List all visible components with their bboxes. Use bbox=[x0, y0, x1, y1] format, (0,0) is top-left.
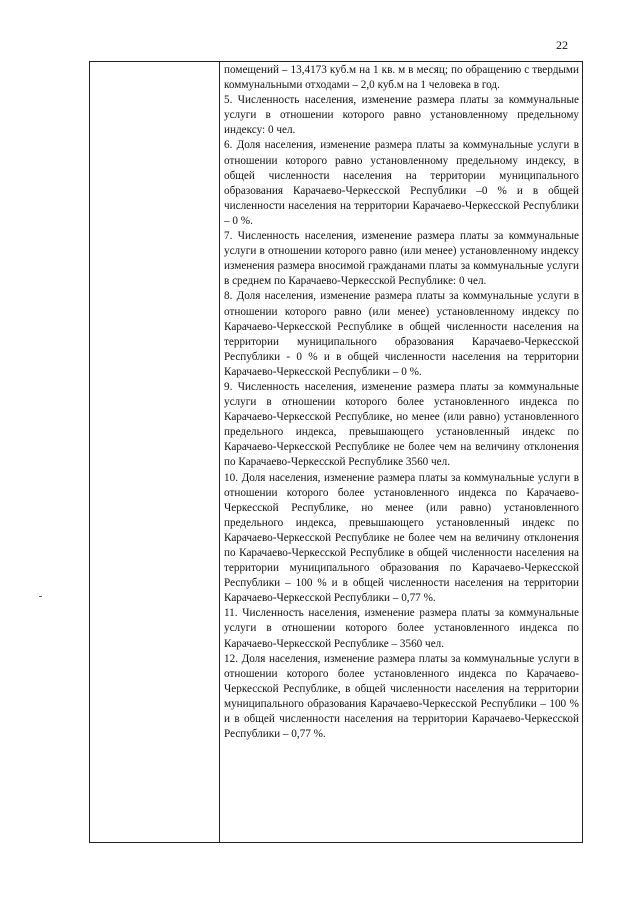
table-left-column bbox=[90, 62, 220, 842]
table-right-column bbox=[224, 63, 579, 742]
paragraph-item-5: 5. Численность населения, изменение размера платы за коммунальные услуги в отношении которого равно установленному предельному индексу: 0 чел. bbox=[224, 94, 579, 137]
paragraph-item-6: 6. Доля населения, изменение размера платы за коммунальные услуги в отношении которого равно установленному предельному индексу, в общей численности населения на территории муниципального образования Карачаево-Черкесской Республики –0 % и в общей численности населения на территории Карачаево-Черкесской Республики – 0 %. bbox=[224, 139, 579, 227]
paragraph-item-7: 7. Численность населения, изменение размера платы за коммунальные услуги в отношении которого равно (или менее) установленному индексу изменения размера вносимой гражданами платы за коммунальные услуги в среднем по Карачаево-Черкесской Республике: 0 чел. bbox=[224, 230, 579, 288]
paragraph-item-10: 10. Доля населения, изменение размера платы за коммунальные услуги в отношении которого более установленного индекса по Карачаево-Черкесской Республике, но менее (или равно) установленного предельного индекса, превышающего установленный индекс по Карачаево-Черкесской Республике не более чем на величину отклонения по Карачаево-Черкесской Республике в общей численности населения на территории муниципального образования по Карачаево-Черкесской Республики – 100 % и в общей численности населения на территории Карачаево-Черкесской Республики – 0,77 %. bbox=[224, 471, 579, 605]
paragraph-item-11: 11. Численность населения, изменение размера платы за коммунальные услуги в отношении которого более установленного индекса по Карачаево-Черкесской Республике – 3560 чел. bbox=[224, 607, 579, 650]
paragraph-item-8: 8. Доля населения, изменение размера платы за коммунальные услуги в отношении которого равно (или менее) установленному индексу по Карачаево-Черкесской Республике в общей численности населения на территории муниципального образования Карачаево-Черкесской Республики - 0 % и в общей численности населения на территории Карачаево-Черкесской Республики – 0 %. bbox=[224, 290, 579, 378]
margin-mark bbox=[39, 596, 42, 597]
paragraph-item-9: 9. Численность населения, изменение размера платы за коммунальные услуги в отношении которого более установленного индекса по Карачаево-Черкесской Республике, но менее (или равно) установленного предельного индекса, превышающего установленный индекс по Карачаево-Черкесской Республике не более чем на величину отклонения по Карачаево-Черкесской Республике 3560 чел. bbox=[224, 380, 579, 469]
paragraph-continuation: помещений – 13,4173 куб.м на 1 кв. м в месяц; по обращению с твердыми коммунальными отходами – 2,0 куб.м на 1 человека в год. bbox=[224, 64, 579, 92]
paragraph-item-12: 12. Доля населения, изменение размера платы за коммунальные услуги в отношении которого более установленного индекса по Карачаево-Черкесской Республике, в общей численности населения на территории муниципального образования Карачаево-Черкесской Республики – 100 % и в общей численности населения на территории Карачаево-Черкесской Республики – 0,77 %. bbox=[224, 652, 579, 741]
document-table bbox=[89, 61, 583, 843]
page-number: 22 bbox=[556, 38, 568, 52]
